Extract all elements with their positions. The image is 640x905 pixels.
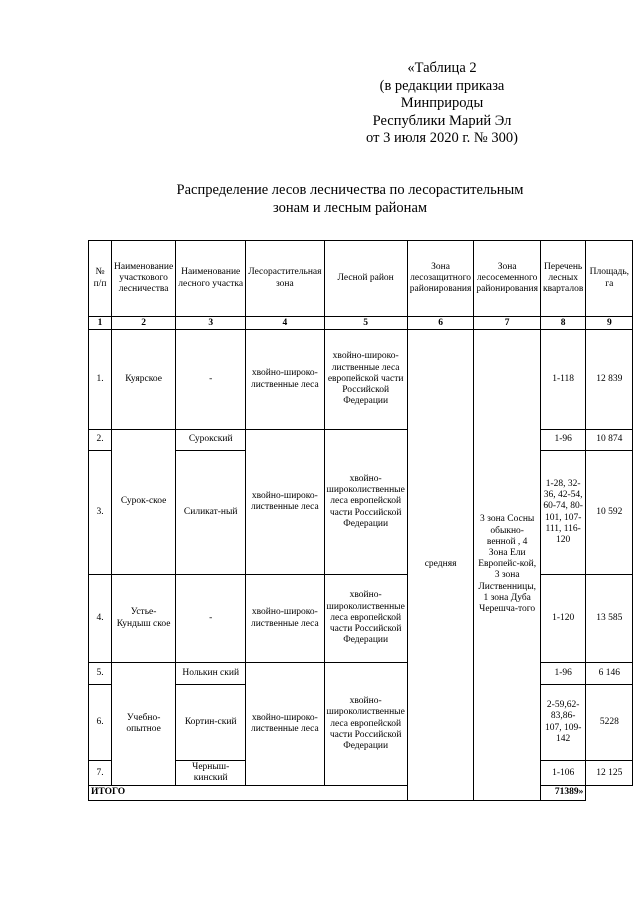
- title-line-1: Распределение лесов лесничества по лесорастительным: [176, 182, 524, 198]
- caption-line-date: от 3 июля 2020 г. № 300): [366, 130, 518, 146]
- header-lesnichestvo: Наименование участкового лесничества: [112, 241, 176, 317]
- row-ploshad: 10 874: [586, 430, 633, 451]
- caption-line-edition: (в редакции приказа: [379, 77, 505, 94]
- document-title: [140, 182, 560, 217]
- header-lesosemen: Зона лесосеменного районирования: [474, 241, 541, 317]
- table-row: [89, 575, 633, 663]
- row-ploshad: 6 146: [586, 663, 633, 685]
- header-zona: Лесорастительная зона: [246, 241, 324, 317]
- header-ploshad: Площадь, га: [586, 241, 633, 317]
- column-number-row: [89, 317, 633, 330]
- row-kvartaly: 1-28, 32-36, 42-54, 60-74, 80-101, 107-111, 116-120: [540, 451, 585, 575]
- col-number-1: 1: [89, 317, 112, 330]
- total-value: 71389»: [540, 786, 585, 800]
- row-kvartaly: 1-106: [540, 761, 585, 786]
- row-uchastok: Нолькин ский: [176, 663, 246, 685]
- row-number: 5.: [89, 663, 112, 685]
- row-uchastok: Черныш-кинский: [176, 761, 246, 786]
- col-number-9: 9: [586, 317, 633, 330]
- header-kvartaly: Перечень лесных кварталов: [540, 241, 585, 317]
- caption-line-table-number: «Таблица 2: [407, 60, 477, 76]
- row-zona: хвойно-широко-лиственные леса: [246, 330, 324, 430]
- row-rayon: хвойно-широколиственные леса европейской части Российской Федерации: [324, 575, 407, 663]
- col-number-6: 6: [407, 317, 474, 330]
- row-number: 4.: [89, 575, 112, 663]
- row-kvartaly: 1-96: [540, 430, 585, 451]
- col-number-8: 8: [540, 317, 585, 330]
- col-number-2: 2: [112, 317, 176, 330]
- row-lesnichestvo: Куярское: [112, 330, 176, 430]
- row-ploshad: 12 125: [586, 761, 633, 786]
- total-label: ИТОГО: [89, 786, 408, 800]
- header-uchastok: Наименование лесного участка: [176, 241, 246, 317]
- caption-line-republic: Республики Марий Эл: [372, 112, 512, 129]
- row-number: 1.: [89, 330, 112, 430]
- lesosemen-zone-cell: 3 зона Сосны обыкно-венной , 4 Зона Ели Европейс-кой, 3 зона Лиственницы, 1 зона Дуба Черешча-того: [474, 330, 541, 801]
- row-kvartaly: 1-96: [540, 663, 585, 685]
- row-uchastok: Силикат-ный: [176, 451, 246, 575]
- table-row: [89, 330, 633, 430]
- header-lesozashchita: Зона лесозащитного районирования: [407, 241, 474, 317]
- row-uchastok: -: [176, 575, 246, 663]
- forest-distribution-table: [88, 240, 633, 801]
- row-rayon: хвойно-широко-лиственные леса европейской части Российской Федерации: [324, 330, 407, 430]
- row-kvartaly: 1-120: [540, 575, 585, 663]
- col-number-4: 4: [246, 317, 324, 330]
- row-ploshad: 12 839: [586, 330, 633, 430]
- row-lesnichestvo: Устье-Кундыш ское: [112, 575, 176, 663]
- header-rayon: Лесной район: [324, 241, 407, 317]
- row-uchastok: -: [176, 330, 246, 430]
- row-ploshad: 13 585: [586, 575, 633, 663]
- row-lesnichestvo: Сурок-ское: [112, 430, 176, 575]
- header-row: [89, 241, 633, 317]
- table-caption-note: [332, 60, 552, 148]
- row-number: 7.: [89, 761, 112, 786]
- row-number: 6.: [89, 685, 112, 761]
- row-zona: хвойно-широко-лиственные леса: [246, 663, 324, 786]
- row-kvartaly: 1-118: [540, 330, 585, 430]
- header-number: № п/п: [89, 241, 112, 317]
- col-number-3: 3: [176, 317, 246, 330]
- row-number: 3.: [89, 451, 112, 575]
- row-ploshad: 5228: [586, 685, 633, 761]
- row-uchastok: Сурокский: [176, 430, 246, 451]
- row-number: 2.: [89, 430, 112, 451]
- row-uchastok: Кортин-ский: [176, 685, 246, 761]
- row-ploshad: 10 592: [586, 451, 633, 575]
- row-rayon: хвойно-широколиственные леса европейской части Российской Федерации: [324, 430, 407, 575]
- table-row: [89, 663, 633, 685]
- row-zona: хвойно-широко-лиственные леса: [246, 575, 324, 663]
- caption-line-ministry: Минприроды: [400, 95, 484, 111]
- row-kvartaly: 2-59,62-83,86-107, 109-142: [540, 685, 585, 761]
- table-row: [89, 430, 633, 451]
- lesozashchita-zone-cell: средняя: [407, 330, 474, 801]
- col-number-7: 7: [474, 317, 541, 330]
- title-line-2: зонам и лесным районам: [272, 199, 428, 216]
- row-rayon: хвойно-широколиственные леса европейской части Российской Федерации: [324, 663, 407, 786]
- row-zona: хвойно-широко-лиственные леса: [246, 430, 324, 575]
- row-lesnichestvo: Учебно-опытное: [112, 663, 176, 786]
- total-row: [89, 786, 633, 800]
- col-number-5: 5: [324, 317, 407, 330]
